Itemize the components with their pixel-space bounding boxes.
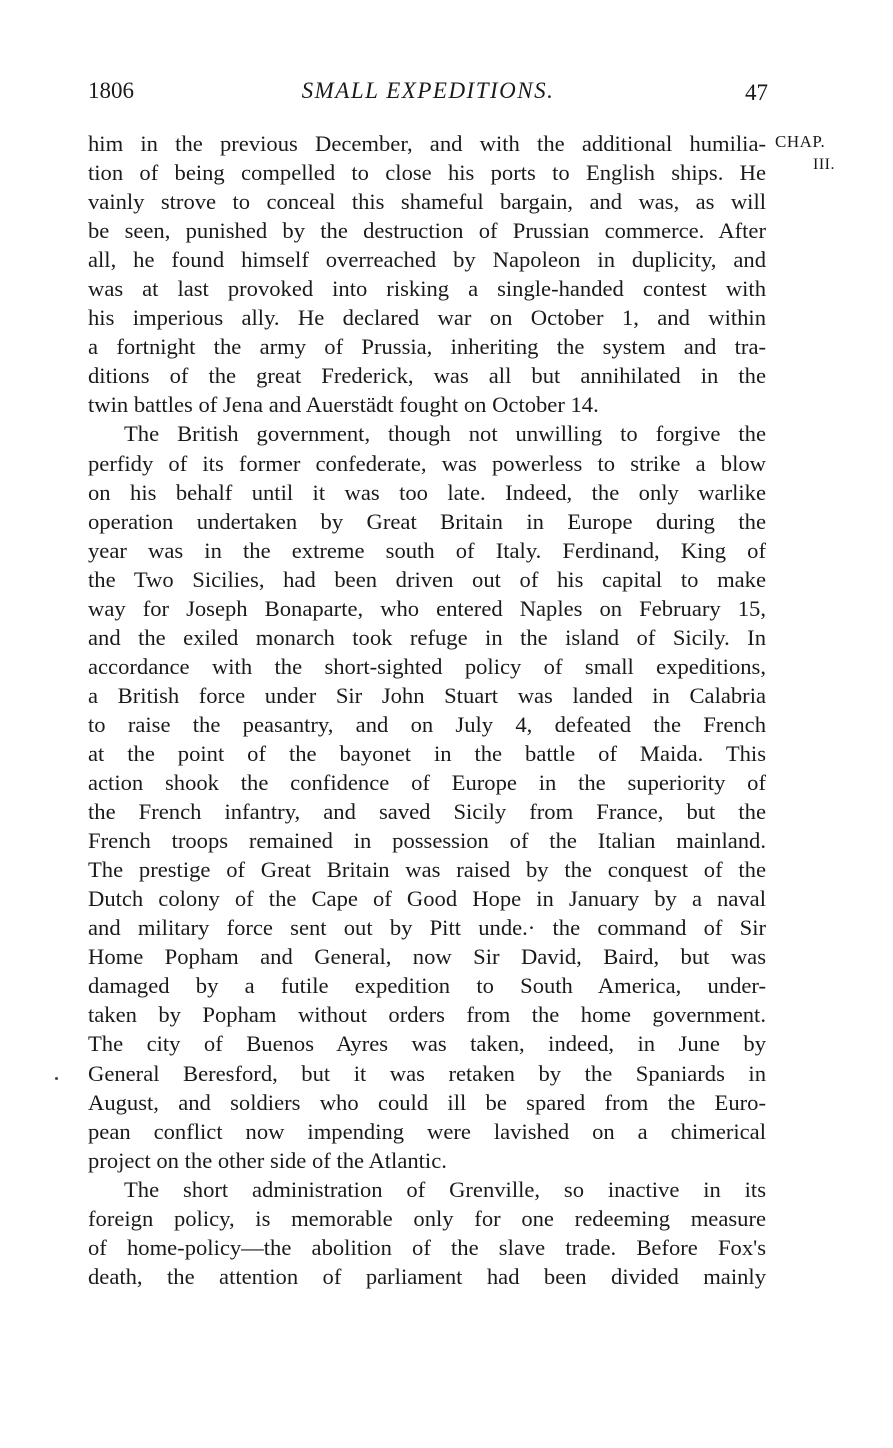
text-line: French troops remained in possession of the Italian mainland. [88, 828, 766, 854]
print-speck [55, 1077, 58, 1080]
text-line: taken by Popham without orders from the home government. [88, 1002, 766, 1028]
text-line: at the point of the bayonet in the battle of Maida. This [88, 740, 766, 766]
chapter-margin-note [775, 130, 855, 176]
text-line: project on the other side of the Atlantic. [88, 1147, 447, 1173]
paragraph [88, 129, 766, 419]
text-line: and the exiled monarch took refuge in the island of Sicily. In [88, 624, 766, 650]
text-line: operation undertaken by Great Britain in Europe during the [88, 508, 766, 534]
margin-note-chap: CHAP. [775, 132, 826, 151]
text-line: of home-policy—the abolition of the slave trade. Before Fox's [88, 1234, 766, 1260]
text-line: accordance with the short-sighted policy of small expeditions, [88, 653, 766, 679]
text-line: Home Popham and General, now Sir David, Baird, but was [88, 944, 766, 970]
text-line: and military force sent out by Pitt unde.· the command of Sir [88, 915, 766, 941]
body-text [88, 129, 766, 1291]
text-line: way for Joseph Bonaparte, who entered Naples on February 15, [88, 595, 766, 621]
text-line: death, the attention of parliament had been divided mainly [88, 1263, 766, 1289]
running-head [88, 78, 768, 112]
text-line: year was in the extreme south of Italy. Ferdinand, King of [88, 537, 766, 563]
text-line: all, he found himself overreached by Napoleon in duplicity, and [88, 247, 766, 273]
text-line: The city of Buenos Ayres was taken, indeed, in June by [88, 1031, 766, 1057]
text-line: a fortnight the army of Prussia, inheriting the system and tra- [88, 334, 766, 360]
text-line: foreign policy, is memorable only for one redeeming measure [88, 1205, 766, 1231]
text-line: tion of being compelled to close his ports to English ships. He [88, 160, 766, 186]
text-line: damaged by a futile expedition to South America, under- [88, 973, 766, 999]
text-line: a British force under Sir John Stuart was landed in Calabria [88, 682, 766, 708]
text-line: Dutch colony of the Cape of Good Hope in January by a naval [88, 886, 766, 912]
page-number: 47 [745, 80, 768, 105]
text-line: the Two Sicilies, had been driven out of his capital to make [88, 566, 766, 592]
running-head-title: SMALL EXPEDITIONS. [301, 78, 555, 103]
paragraph [88, 419, 766, 1174]
text-line: The British government, though not unwilling to forgive the [124, 421, 766, 447]
text-line: to raise the peasantry, and on July 4, defeated the French [88, 711, 766, 737]
margin-note-chapter-number: III. [813, 156, 835, 173]
text-line: pean conflict now impending were lavished on a chimerical [88, 1118, 766, 1144]
text-line: The short administration of Grenville, so inactive in its [124, 1176, 766, 1202]
text-line: his imperious ally. He declared war on October 1, and within [88, 305, 766, 331]
text-line: was at last provoked into risking a single-handed contest with [88, 276, 766, 302]
text-line: vainly strove to conceal this shameful bargain, and was, as will [88, 189, 766, 215]
text-line: action shook the confidence of Europe in the superiority of [88, 770, 766, 796]
text-line: him in the previous December, and with the additional humilia- [88, 131, 766, 156]
text-line: ditions of the great Frederick, was all but annihilated in the [88, 363, 766, 389]
text-line: August, and soldiers who could ill be spared from the Euro- [88, 1089, 766, 1115]
text-line: be seen, punished by the destruction of Prussian commerce. After [88, 218, 766, 244]
text-line: The prestige of Great Britain was raised by the conquest of the [88, 857, 766, 883]
text-line: perfidy of its former confederate, was powerless to strike a blow [88, 450, 766, 476]
running-head-year: 1806 [88, 78, 134, 103]
text-line: twin battles of Jena and Auerstädt fought on October 14. [88, 392, 599, 418]
text-line: the French infantry, and saved Sicily from France, but the [88, 799, 766, 825]
paragraph [88, 1175, 766, 1291]
text-line: on his behalf until it was too late. Indeed, the only warlike [88, 479, 766, 505]
text-line: General Beresford, but it was retaken by the Spaniards in [88, 1060, 766, 1086]
